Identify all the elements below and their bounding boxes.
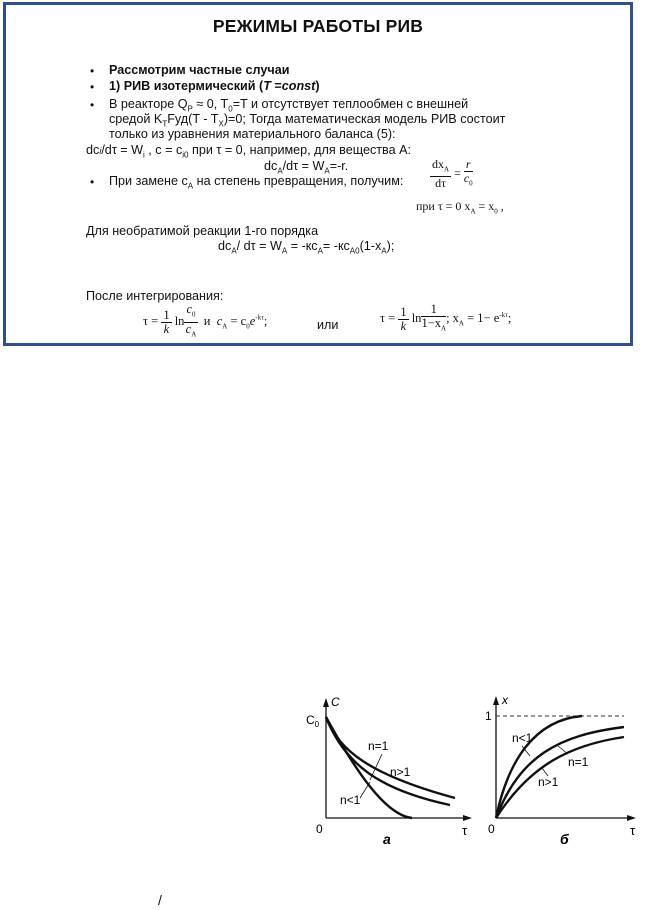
bullet-2-text: 1) РИВ изотермический (T =const) xyxy=(109,79,320,93)
panel-label-a: а xyxy=(383,831,391,847)
chart-a xyxy=(300,690,480,850)
integrated-formula-1: τ = $\frac{1}{k}$ ln $\frac{c_0}{c_A}$ и $c_A = c_0e^{-k\tau}$; xyxy=(143,302,268,338)
c0-label: $C_0$ xyxy=(306,713,320,729)
bullet-3-line-1: В реакторе $Q_P \approx 0$, $T_0=T$ и отсутствует теплообмен с внешней xyxy=(109,97,469,114)
bullet-4-text: При замене $c_A$ на степень превращения, получим: xyxy=(109,174,404,191)
rate-equation: $dc_A/$ $d\tau = W_A = -кc_A= -кc_{A0}(1-x_A)$; xyxy=(218,239,395,256)
x-axis-label: τ xyxy=(630,823,636,838)
series-label-n-gt-1: n>1 xyxy=(538,775,559,789)
integrated-formula-2: τ = $\frac{1}{k}$ ln $\frac{1}{1-x_A}$ ; $x_A = 1- e^{-k\tau}$; xyxy=(380,302,512,333)
x-axis-label: τ xyxy=(462,823,468,838)
balance-equation-a: $dc_A/d\tau = W_A=-r$. xyxy=(264,159,349,176)
conversion-formula: $\frac{dx_A}{d\tau}$ = $\frac{r}{c_0}$ xyxy=(432,157,473,191)
bullet-dot: • xyxy=(90,98,95,112)
series-label-n-eq-1: n=1 xyxy=(568,755,589,769)
bullet-3-line-3: только из уравнения материального баланса (5): xyxy=(109,127,396,141)
balance-equation: $dci/d\tau = W_i$ , $c = c_{i0}$ при τ = 0, например, для вещества А: xyxy=(86,143,411,160)
series-label-n-eq-1: n=1 xyxy=(368,739,389,753)
bullet-dot: • xyxy=(90,80,95,94)
y-axis-arrow xyxy=(323,698,329,707)
or-word: или xyxy=(317,318,339,332)
origin-label: 0 xyxy=(316,822,323,836)
y-axis-label: x xyxy=(502,693,508,707)
origin-label: 0 xyxy=(488,822,495,836)
chart-b xyxy=(480,690,645,850)
slide-frame xyxy=(3,2,633,346)
series-label-n-lt-1: n<1 xyxy=(340,793,361,807)
y-axis-label: C xyxy=(331,695,340,709)
leader-n-eq-1 xyxy=(558,746,568,754)
series-label-n-gt-1: n>1 xyxy=(390,765,411,779)
after-integration: После интегрирования: xyxy=(86,289,224,303)
footer-mark: / xyxy=(158,892,162,908)
bullet-3-line-2: средой $K_TFуд(T - T_X)=0$; Тогда математическая модель РИВ состоит xyxy=(109,112,506,129)
leader-n-lt-1 xyxy=(360,782,370,798)
irreversible-heading: Для необратимой реакции 1-го порядка xyxy=(86,224,319,238)
bullet-dot: • xyxy=(90,64,95,78)
bullet-1-text: Рассмотрим частные случаи xyxy=(109,63,290,77)
curve-n-gt-1 xyxy=(496,737,624,818)
series-label-n-lt-1: n<1 xyxy=(512,731,533,745)
x-axis-arrow xyxy=(627,815,636,821)
slide-title: РЕЖИМЫ РАБОТЫ РИВ xyxy=(212,16,424,36)
bullet-dot: • xyxy=(90,175,95,189)
x-axis-arrow xyxy=(463,815,472,821)
one-label: 1 xyxy=(485,709,492,723)
panel-label-b: б xyxy=(560,831,569,847)
initial-condition: при τ = 0 $x_A = x_0$ , xyxy=(416,199,504,216)
y-axis-arrow xyxy=(493,696,499,705)
